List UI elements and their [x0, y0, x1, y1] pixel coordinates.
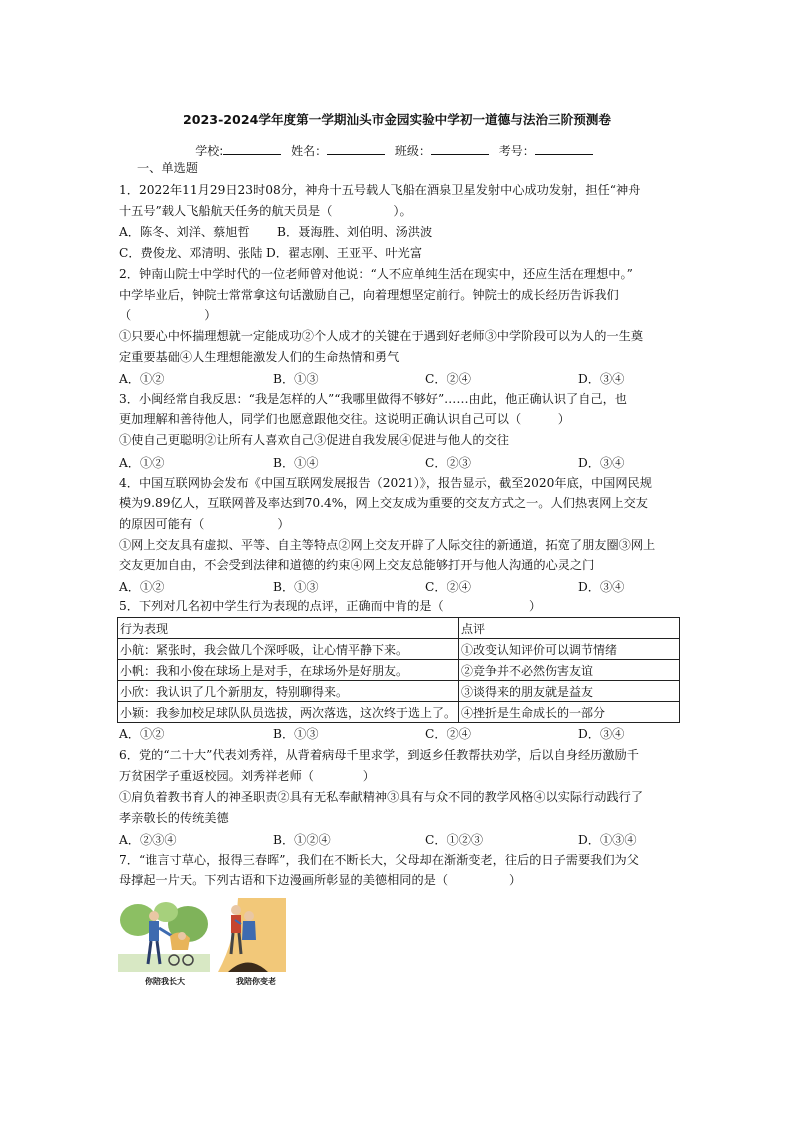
q4-option-d[interactable]: D．③④: [578, 580, 625, 594]
q2-stem-line1: 2．钟南山院士中学时代的一位老师曾对他说：“人不应单纯生活在现实中，还应生活在理想中。”: [119, 267, 633, 281]
q4-stem-line1: 4．中国互联网协会发布《中国互联网发展报告（2021）》，报告显示，截至2020年底，中国网民规: [119, 476, 652, 490]
school-blank[interactable]: [223, 142, 281, 155]
table-cell: 小欣：我认识了几个新朋友，特别聊得来。: [118, 681, 459, 702]
q2-stem-line3: （ ）: [119, 308, 217, 322]
q3-option-b[interactable]: B．①④: [273, 456, 319, 470]
q6-stem-line2: 万贫困学子重返校园。刘秀祥老师（ ）: [119, 769, 375, 783]
q2-option-a[interactable]: A．①②: [119, 372, 165, 386]
q6-option-c[interactable]: C．①②③: [425, 833, 484, 847]
q3-stem-line1: 3．小闽经常自我反思：“我是怎样的人”“我哪里做得不够好”……由此，他正确认识了自己，也: [119, 392, 627, 406]
table-row: [118, 660, 680, 681]
table-row: [118, 702, 680, 723]
q3-option-c[interactable]: C．②③: [425, 456, 471, 470]
student-info-row: [0, 142, 794, 159]
table-header-cell: 行为表现: [118, 618, 459, 639]
class-blank[interactable]: [431, 142, 489, 155]
q6-stem-line1: 6．党的“二十大”代表刘秀祥，从背着病母千里求学，到返乡任教帮扶劝学，后以自身经历激励千: [119, 748, 639, 762]
class-label: 班级：: [394, 144, 431, 158]
q3-items: ①使自己更聪明②让所有人喜欢自己③促进自我发展④促进与他人的交往: [119, 433, 509, 447]
q2-items-line1: ①只要心中怀揣理想就一定能成功②个人成才的关键在于遇到好老师③中学阶段可以为人的一生奠: [119, 329, 644, 343]
q4-stem-line2: 模为9.89亿人，互联网普及率达到70.4%，网上交友成为重要的交友方式之一。人们热衷网上交友: [119, 496, 648, 510]
number-blank[interactable]: [535, 142, 593, 155]
q4-stem-line3: 的原因可能有（ ）: [119, 517, 290, 531]
q1-stem-line1: 1．2022年11月29日23时08分，神舟十五号载人飞船在酒泉卫星发射中心成功发射，担任“神舟: [119, 183, 641, 197]
table-row: [118, 681, 680, 702]
q4-items-line2: 交友更加自由，不会受到法律和道德的约束④网上交友总能够打开与他人沟通的心灵之门: [119, 558, 595, 572]
q5-table: [117, 617, 680, 723]
name-blank[interactable]: [327, 142, 385, 155]
q6-option-d[interactable]: D．①③④: [578, 833, 637, 847]
q1-option-d[interactable]: D．翟志刚、王亚平、叶光富: [266, 246, 423, 260]
number-label: 考号：: [498, 144, 535, 158]
q1-option-a[interactable]: A．陈冬、刘洋、蔡旭哲: [119, 225, 250, 239]
q2-stem-line2: 中学毕业后，钟院士常常拿这句话激励自己，向着理想坚定前行。钟院士的成长经历告诉我们: [119, 288, 619, 302]
q5-option-d[interactable]: D．③④: [578, 727, 625, 741]
table-cell: 小航：紧张时，我会做几个深呼吸，让心情平静下来。: [118, 639, 459, 660]
table-cell: ①改变认知评价可以调节情绪: [459, 639, 680, 660]
cartoon-caption-right: 我陪你变老: [236, 976, 276, 986]
q2-items-line2: 定重要基础④人生理想能激发人们的生命热情和勇气: [119, 350, 400, 364]
table-cell: ④挫折是生命成长的一部分: [459, 702, 680, 723]
section-heading: 一、单选题: [137, 161, 198, 175]
q1-option-c[interactable]: C．费俊龙、邓清明、张陆: [119, 246, 263, 260]
q6-option-a[interactable]: A．②③④: [119, 833, 177, 847]
cartoon-caption-left: 你陪我长大: [145, 976, 185, 986]
school-label: 学校:: [195, 144, 224, 158]
cartoon-child-with-parent: [218, 898, 286, 972]
q5-stem: 5．下列对几名初中学生行为表现的点评，正确而中肯的是（ ）: [119, 599, 542, 613]
q4-option-a[interactable]: A．①②: [119, 580, 165, 594]
q1-option-b[interactable]: B．聂海胜、刘伯明、汤洪波: [277, 225, 433, 239]
q2-option-d[interactable]: D．③④: [578, 372, 625, 386]
q4-items-line1: ①网上交友具有虚拟、平等、自主等特点②网上交友开辟了人际交往的新通道，拓宽了朋友圈③网上: [119, 538, 656, 552]
q5-option-a[interactable]: A．①②: [119, 727, 165, 741]
q6-option-b[interactable]: B．①②④: [273, 833, 331, 847]
q2-option-c[interactable]: C．②④: [425, 372, 471, 386]
q7-stem-line2: 母撑起一片天。下列古语和下边漫画所彰显的美德相同的是（ ）: [119, 873, 522, 887]
table-header-row: [118, 618, 680, 639]
q4-option-c[interactable]: C．②④: [425, 580, 471, 594]
name-label: 姓名：: [291, 144, 328, 158]
q2-option-b[interactable]: B．①③: [273, 372, 319, 386]
q1-stem-line2: 十五号”载人飞船航天任务的航天员是（ ）。: [119, 204, 412, 218]
q5-option-c[interactable]: C．②④: [425, 727, 471, 741]
table-cell: 小帆：我和小俊在球场上是对手，在球场外是好朋友。: [118, 660, 459, 681]
q3-option-d[interactable]: D．③④: [578, 456, 625, 470]
table-cell: ②竞争并不必然伤害友谊: [459, 660, 680, 681]
q6-items-line1: ①肩负着教书育人的神圣职责②具有无私奉献精神③具有与众不同的教学风格④以实际行动践行了: [119, 790, 644, 804]
q3-stem-line2: 更加理解和善待他人，同学们也愿意跟他交往。这说明正确认识自己可以（ ）: [119, 412, 570, 426]
q4-option-b[interactable]: B．①③: [273, 580, 319, 594]
table-row: [118, 639, 680, 660]
q7-stem-line1: 7．“谁言寸草心，报得三春晖”，我们在不断长大，父母却在渐渐变老，往后的日子需要我们为父: [119, 853, 639, 867]
exam-title: 2023-2024学年度第一学期汕头市金园实验中学初一道德与法治三阶预测卷: [183, 112, 611, 127]
table-cell: 小颖：我参加校足球队队员选拔，两次落选，这次终于选上了。: [118, 702, 459, 723]
table-cell: ③谈得来的朋友就是益友: [459, 681, 680, 702]
q6-items-line2: 孝亲敬长的传统美德: [119, 811, 229, 825]
table-header-cell: 点评: [459, 618, 680, 639]
cartoon-parent-with-child: [118, 898, 210, 972]
q3-option-a[interactable]: A．①②: [119, 456, 165, 470]
q5-option-b[interactable]: B．①③: [273, 727, 319, 741]
